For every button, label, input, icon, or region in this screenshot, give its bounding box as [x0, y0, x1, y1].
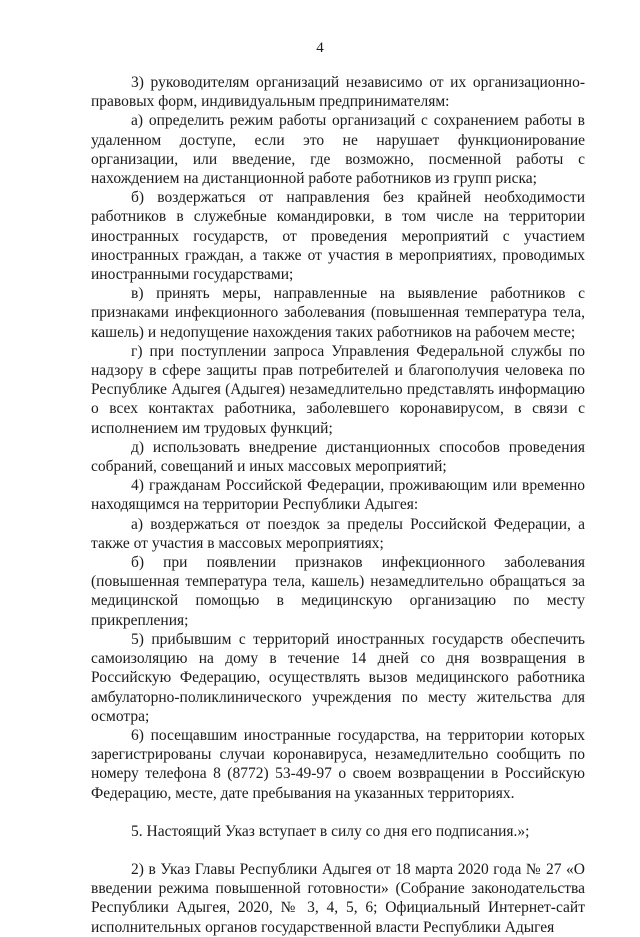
paragraph-3b: б) воздержаться от направления без крайней необходимости работников в служебные командировки, в том числе на территории иностранных государств, от проведения мероприятий с участием иностранных граждан, а также от участия в мероприятиях, проводимых иностранными государствами;: [91, 189, 585, 284]
paragraph-amendment-2: 2) в Указ Главы Республики Адыгея от 18 марта 2020 года № 27 «О введении режима повышенной готовности» (Собрание законодательства Республики Адыгея, 2020, № 3, 4, 5, 6; Официальный Интернет-сайт исполнительных органов государственной власти Республики Адыгея: [91, 860, 585, 936]
paragraph-3d: г) при поступлении запроса Управления Федеральной службы по надзору в сфере защиты прав потребителей и благополучия человека по Республике Адыгея (Адыгея) незамедлительно представлять информацию о всех контактах работника, заболевшего коронавирусом, в связи с исполнением им трудовых функций;: [91, 342, 585, 437]
paragraph-3-managers: 3) руководителям организаций независимо от их организационно-правовых форм, индивидуальным предпринимателям:: [91, 74, 585, 111]
page-number: 4: [316, 40, 324, 56]
document-body: [91, 73, 585, 937]
paragraph-6-visitors: 6) посещавшим иностранные государства, на территории которых зарегистрированы случаи коронавируса, незамедлительно сообщить по номеру телефона 8 (8772) 53-49-97 о своем возвращении в Российскую Федерацию, месте, дате пребывания на указанных территориях.: [91, 726, 585, 802]
paragraph-4-citizens: 4) гражданам Российской Федерации, проживающим или временно находящимся на территории Республики Адыгея:: [91, 477, 585, 514]
spacer: [91, 841, 585, 860]
paragraph-3c: в) принять меры, направленные на выявление работников с признаками инфекционного заболевания (повышенная температура тела, кашель) и недопущение нахождения таких работников на рабочем месте;: [91, 285, 585, 341]
paragraph-3e: д) использовать внедрение дистанционных способов проведения собраний, совещаний и иных массовых мероприятий;: [91, 438, 585, 476]
paragraph-decree-effective: 5. Настоящий Указ вступает в силу со дня его подписания.»;: [131, 822, 530, 840]
paragraph-5-arrivals: 5) прибывшим с территорий иностранных государств обеспечить самоизоляцию на дому в течение 14 дней со дня возвращения в Российскую Федерацию, осуществлять вызов медицинского работника амбулаторно-поликлинического учреждения по месту жительства для осмотра;: [91, 630, 585, 725]
paragraph-4a: а) воздержаться от поездок за пределы Российской Федерации, а также от участия в массовых мероприятиях;: [91, 515, 585, 552]
paragraph-4b: б) при появлении признаков инфекционного заболевания (повышенная температура тела, кашель) незамедлительно обращаться за медицинской помощью в медицинскую организацию по месту прикрепления;: [91, 554, 585, 629]
paragraph-3a: а) определить режим работы организаций с сохранением работы в удаленном доступе, если это не нарушает функционирование организации, или введение, где возможно, посменной работы с нахождением на дистанционной работе работников из групп риска;: [91, 112, 585, 188]
spacer: [91, 803, 585, 822]
